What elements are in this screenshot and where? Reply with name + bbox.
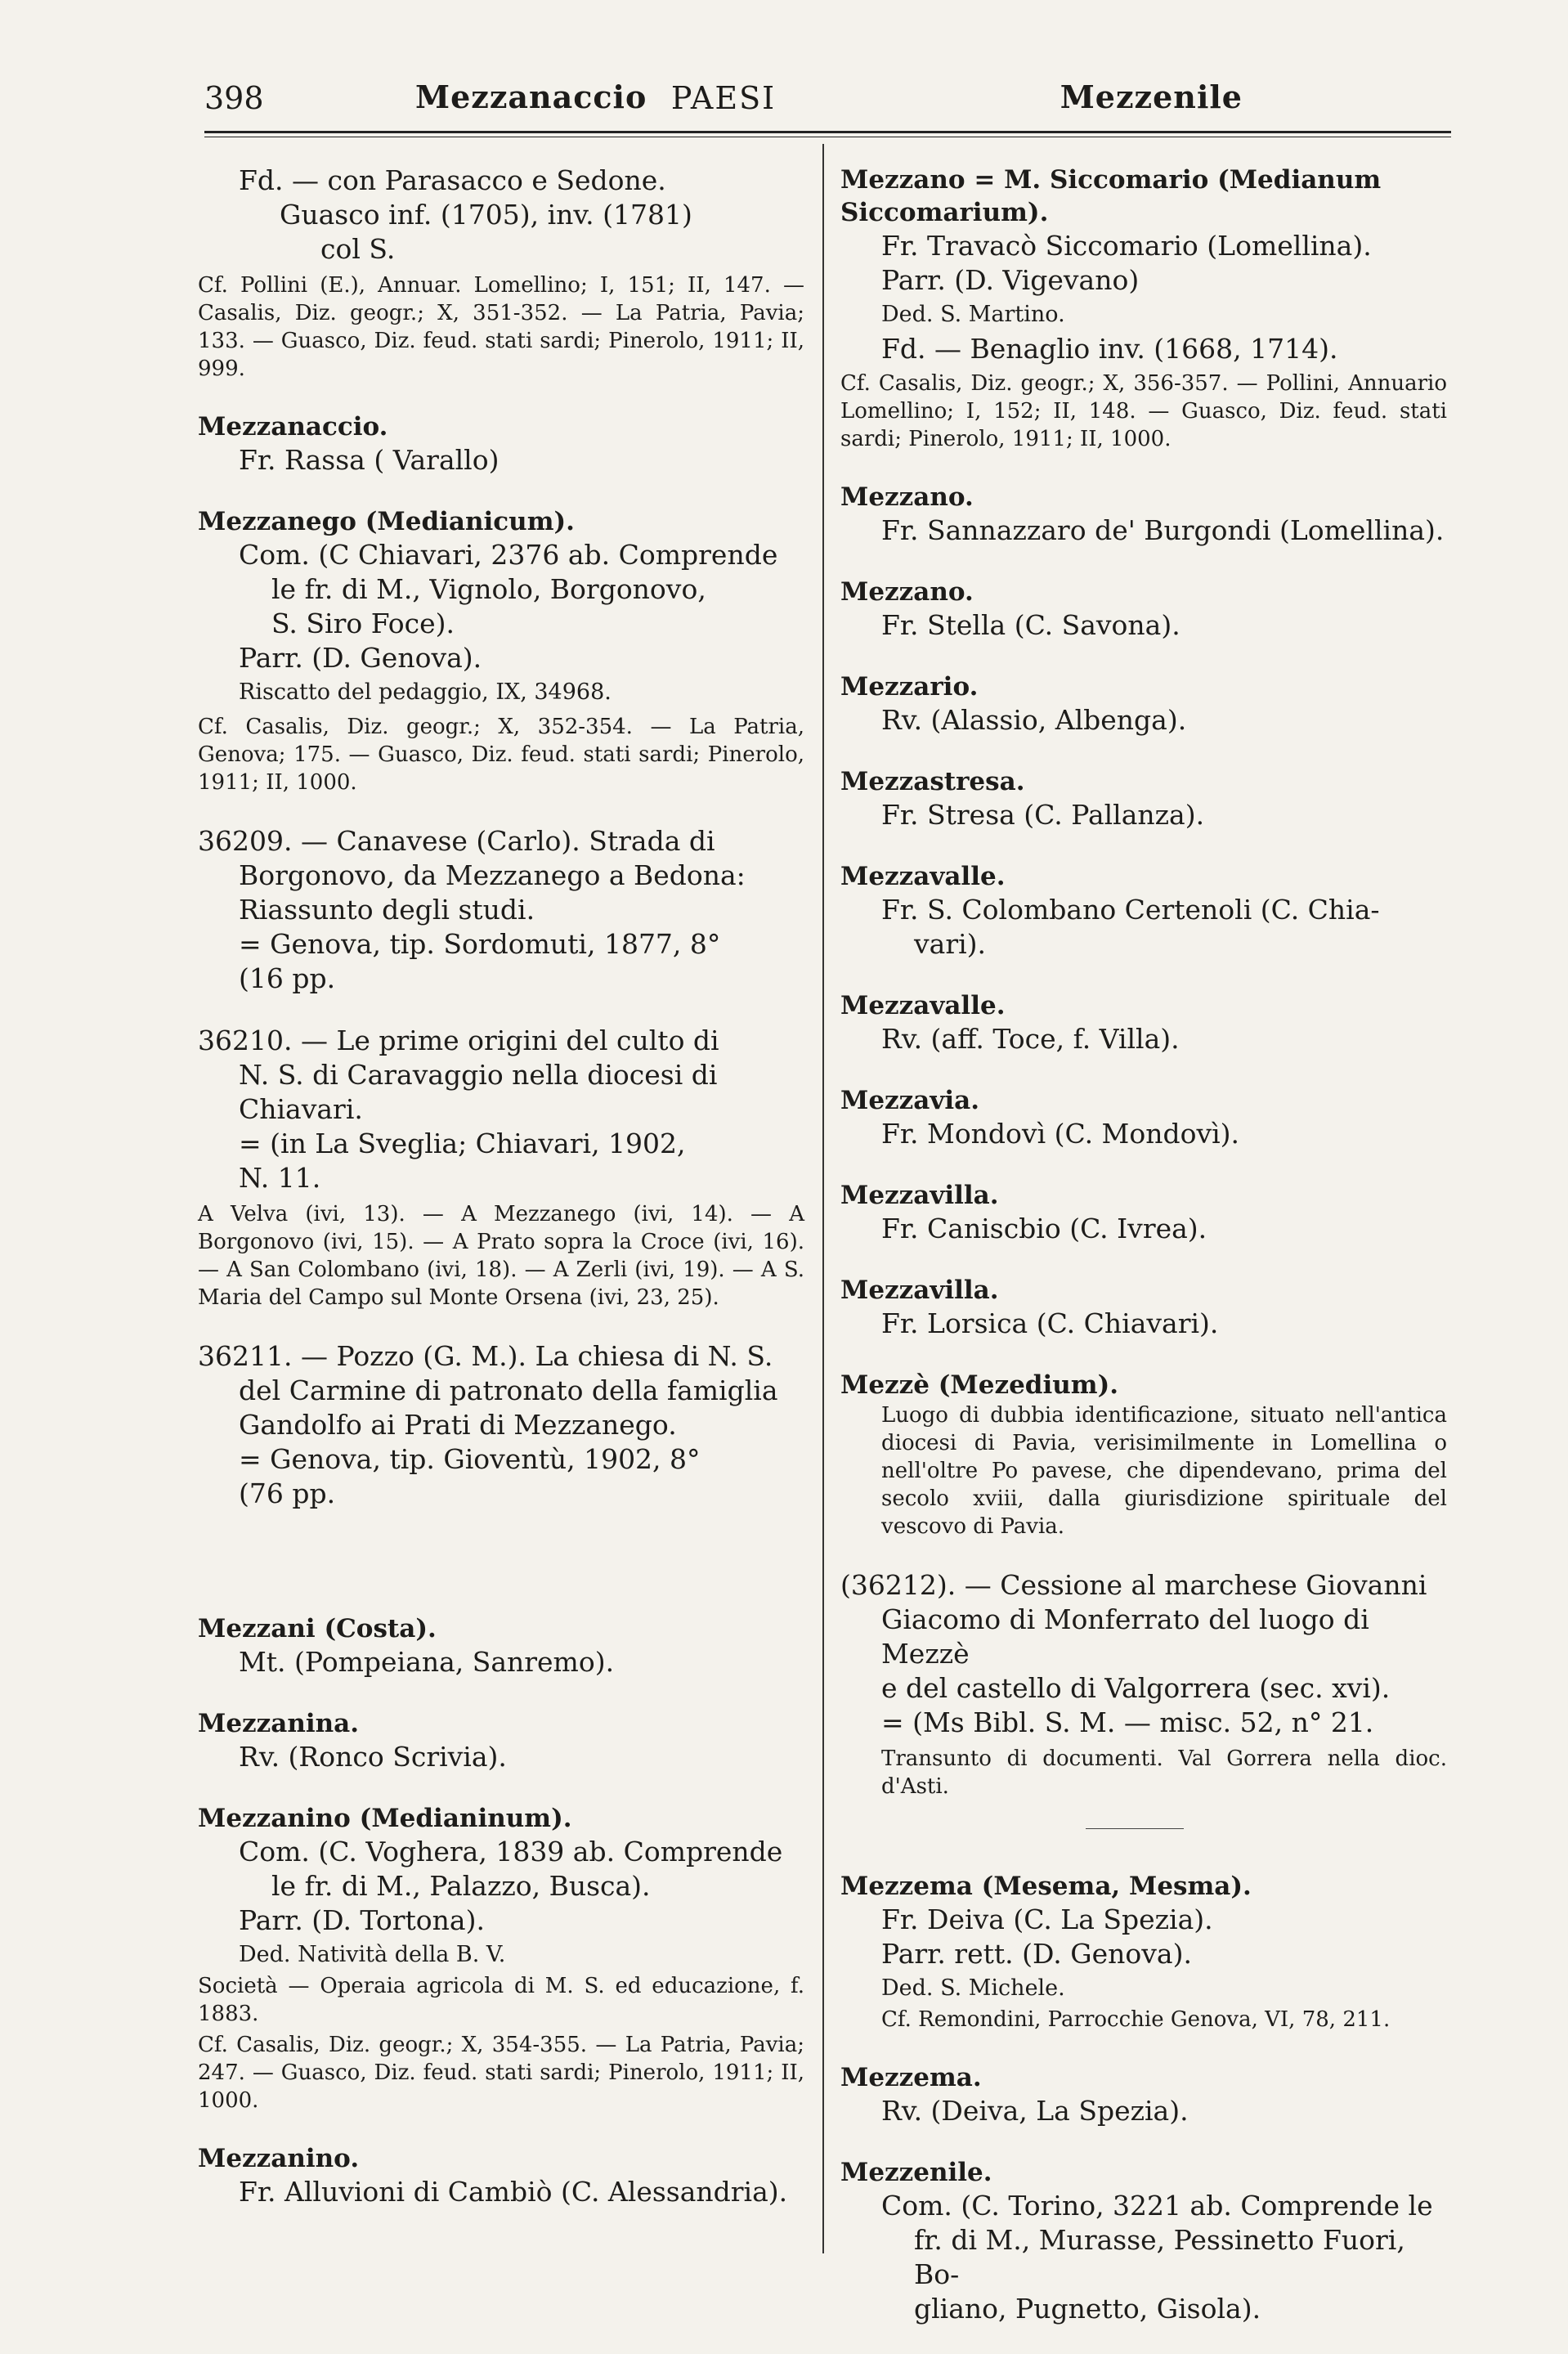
entry-line: Fr. Mondovì (C. Mondovì). (881, 1118, 1240, 1150)
entry-continuation (198, 164, 804, 383)
entry-headword: Mezzanino. (198, 2144, 360, 2173)
entry-line: Fd. — con Parasacco e Sedone. (239, 164, 666, 196)
entry-headword: Mezzema (Mesema, Mesma). (840, 1872, 1252, 1901)
page-number: 398 (204, 80, 264, 116)
entry-headword: Mezzastresa. (840, 767, 1025, 796)
entry-headword: Mezzanego (Medianicum). (198, 507, 575, 536)
entry-line: Rv. (Deiva, La Spezia). (881, 2095, 1189, 2127)
entry-mezzavalle-2 (840, 989, 1447, 1056)
bib-line: Riassunto degli studi. (239, 894, 535, 926)
entry-mezzavilla (840, 1179, 1447, 1246)
entry-line: Rv. (aff. Toce, f. Villa). (881, 1023, 1180, 1055)
entry-mezzanino-2 (198, 2142, 804, 2209)
running-header (204, 75, 1243, 124)
entry-mezzastresa (840, 765, 1447, 832)
bib-line: (76 pp. (239, 1477, 336, 1509)
bib-line: e del castello di Valgorrera (sec. xvi). (881, 1672, 1391, 1704)
entry-line: Fr. Stresa (C. Pallanza). (881, 799, 1205, 831)
entry-line: Rv. (Alassio, Albenga). (881, 704, 1187, 736)
entry-line: Fr. S. Colombano Certenoli (C. Chia- (881, 894, 1380, 926)
entry-headword: Mezzavalle. (840, 991, 1006, 1020)
header-right-title: Mezzenile (1060, 78, 1243, 115)
entry-line: vari). (914, 928, 987, 960)
bib-line: = Genova, tip. Gioventù, 1902, 8° (239, 1443, 701, 1475)
header-rule (204, 131, 1451, 133)
entry-headword: Mezzanaccio. (198, 412, 388, 442)
entry-mezzema-2 (840, 2061, 1447, 2128)
bib-note: A Velva (ivi, 13). — A Mezzanego (ivi, 14). — A Borgonovo (ivi, 15). — A Prato sopra la Croce (ivi, 16). — A San Colombano (ivi, 18). — A Zerli (ivi, 19). — A S. Maria del Campo sul Monte Orsena (ivi, 23, 25). (198, 1202, 804, 1310)
entry-mezzanego (198, 505, 804, 796)
entry-line: Com. (C. Torino, 3221 ab. Comprende le (881, 2190, 1433, 2222)
reference-note: Cf. Remondini, Parrocchie Genova, VI, 78, 211. (881, 2007, 1391, 2032)
entry-headword: Mezzanino (Medianinum). (198, 1804, 572, 1833)
bibliography-36212 (840, 1568, 1447, 1800)
entry-headword: Mezzema. (840, 2063, 982, 2092)
entry-line: le fr. di M., Palazzo, Busca). (271, 1870, 651, 1902)
entry-headword: Mezzavalle. (840, 862, 1006, 891)
entry-mezzano-siccomario (840, 164, 1447, 453)
bib-line: 36211. — Pozzo (G. M.). La chiesa di N. S. (198, 1340, 773, 1372)
column-divider (822, 144, 824, 2253)
reference-note: Cf. Casalis, Diz. geogr.; X, 352-354. — La Patria, Genova; 175. — Guasco, Diz. feud. stati sardi; Pinerolo, 1911; II, 1000. (198, 715, 804, 795)
entry-headword: Mezzano = M. Siccomario (Medianum Siccomarium). (840, 165, 1382, 227)
entry-headword: Mezzavia. (840, 1086, 980, 1115)
entry-mezzanina (198, 1707, 804, 1774)
entry-line: Parr. (D. Vigevano) (881, 264, 1140, 296)
entry-mezzanino (198, 1802, 804, 2114)
entry-line: Fr. Caniscbio (C. Ivrea). (881, 1213, 1207, 1244)
bib-line: Borgonovo, da Mezzanego a Bedona: (239, 859, 746, 891)
entry-mezzanaccio (198, 410, 804, 478)
entry-description: Luogo di dubbia identificazione, situato nell'antica diocesi di Pavia, verisimilmente in Lomellina o nell'oltre Po pavese, che dipendevano, prima del secolo xviii, dalla giurisdizione spirituale del vescovo di Pavia. (881, 1403, 1447, 1539)
bib-line: = (in La Sveglia; Chiavari, 1902, (239, 1128, 686, 1159)
bibliography-36209 (198, 824, 804, 996)
entry-line: fr. di M., Murasse, Pessinetto Fuori, Bo- (914, 2224, 1405, 2290)
society-note: Società — Operaia agricola di M. S. ed educazione, f. 1883. (198, 1974, 804, 2026)
entry-line: Ded. S. Michele. (881, 1975, 1065, 2001)
entry-headword: Mezzano. (840, 482, 974, 512)
entry-line: Com. (C. Voghera, 1839 ab. Comprende (239, 1836, 783, 1868)
entry-headword: Mezzanina. (198, 1709, 360, 1738)
entry-mezzenile (840, 2156, 1447, 2326)
entry-line: Fr. Alluvioni di Cambiò (C. Alessandria). (239, 2176, 788, 2208)
entry-line: Fr. Stella (C. Savona). (881, 609, 1180, 641)
entry-line: Riscatto del pedaggio, IX, 34968. (239, 679, 612, 705)
entry-headword: Mezzano. (840, 577, 974, 607)
bib-line: 36209. — Canavese (Carlo). Strada di (198, 825, 715, 857)
bib-line: del Carmine di patronato della famiglia (239, 1374, 778, 1406)
entry-mezzano-3 (840, 576, 1447, 643)
bib-line: Gandolfo ai Prati di Mezzanego. (239, 1409, 677, 1441)
bib-line: = Genova, tip. Sordomuti, 1877, 8° (239, 928, 721, 960)
bib-line: (16 pp. (239, 962, 336, 994)
entry-line: col S. (320, 233, 396, 265)
left-column (198, 164, 804, 2237)
entry-line: Fr. Deiva (C. La Spezia). (881, 1903, 1213, 1935)
entry-line: Fr. Sannazzaro de' Burgondi (Lomellina). (881, 514, 1445, 546)
entry-line: Fr. Lorsica (C. Chiavari). (881, 1307, 1219, 1339)
header-left-title: Mezzanaccio (415, 78, 647, 115)
bib-line: (36212). — Cessione al marchese Giovanni (840, 1569, 1427, 1601)
entry-line: Parr. (D. Tortona). (239, 1904, 485, 1936)
bib-line: = (Ms Bibl. S. M. — misc. 52, n° 21. (881, 1706, 1374, 1738)
entry-line: Mt. (Pompeiana, Sanremo). (239, 1646, 615, 1678)
entry-mezzavalle (840, 860, 1447, 962)
reference-note: Cf. Casalis, Diz. geogr.; X, 356-357. — Pollini, Annuario Lomellino; I, 152; II, 148. — Guasco, Diz. feud. stati sardi; Pinerolo, 1911; II, 1000. (840, 371, 1447, 451)
bib-line: N. 11. (239, 1162, 321, 1194)
bibliography-36210 (198, 1024, 804, 1312)
entry-line: Parr. rett. (D. Genova). (881, 1938, 1192, 1970)
entry-mezzavilla-2 (840, 1274, 1447, 1341)
bib-line: Chiavari. (239, 1093, 363, 1125)
entry-line: Guasco inf. (1705), inv. (1781) (280, 199, 692, 231)
entry-headword: Mezzavilla. (840, 1276, 999, 1305)
bib-line: N. S. di Caravaggio nella diocesi di (239, 1059, 718, 1091)
entry-headword: Mezzavilla. (840, 1181, 999, 1210)
section-separator (1086, 1828, 1184, 1829)
entry-line: Fr. Travacò Siccomario (Lomellina). (881, 230, 1372, 262)
entry-mezze (840, 1369, 1447, 1540)
entry-mezzavia (840, 1084, 1447, 1151)
header-center-title: PAESI (670, 80, 777, 116)
bib-line: 36210. — Le prime origini del culto di (198, 1025, 719, 1056)
entry-line: Fr. Rassa ( Varallo) (239, 444, 500, 476)
entry-mezzario (840, 670, 1447, 738)
entry-line: Fd. — Benaglio inv. (1668, 1714). (881, 333, 1338, 365)
entry-headword: Mezzenile. (840, 2158, 992, 2187)
entry-line: S. Siro Foce). (271, 608, 455, 639)
entry-line: Ded. S. Martino. (881, 302, 1065, 327)
entry-mezzema (840, 1870, 1447, 2033)
bib-line: Giacomo di Monferrato del luogo di Mezzè (881, 1603, 1369, 1670)
right-column (840, 164, 1447, 2354)
entry-line: Ded. Natività della B. V. (239, 1942, 506, 1967)
reference-note: Cf. Casalis, Diz. geogr.; X, 354-355. — La Patria, Pavia; 247. — Guasco, Diz. feud. stati sardi; Pinerolo, 1911; II, 1000. (198, 2033, 804, 2113)
entry-line: gliano, Pugnetto, Gisola). (914, 2293, 1261, 2325)
entry-line: le fr. di M., Vignolo, Borgonovo, (271, 573, 706, 605)
entry-mezzani (198, 1612, 804, 1679)
bib-note: Transunto di documenti. Val Gorrera nella dioc. d'Asti. (881, 1746, 1447, 1799)
entry-mezzano-2 (840, 481, 1447, 548)
entry-headword: Mezzè (Mezedium). (840, 1370, 1119, 1400)
entry-headword: Mezzario. (840, 672, 979, 702)
bibliography-36211 (198, 1339, 804, 1511)
entry-line: Parr. (D. Genova). (239, 642, 482, 674)
entry-line: Com. (C Chiavari, 2376 ab. Comprende (239, 539, 778, 571)
reference-note: Cf. Pollini (E.), Annuar. Lomellino; I, 151; II, 147. — Casalis, Diz. geogr.; X, 351-352. — La Patria, Pavia; 133. — Guasco, Diz. feud. stati sardi; Pinerolo, 1911; II, 999. (198, 273, 804, 381)
entry-line: Rv. (Ronco Scrivia). (239, 1741, 507, 1773)
entry-headword: Mezzani (Costa). (198, 1614, 437, 1643)
